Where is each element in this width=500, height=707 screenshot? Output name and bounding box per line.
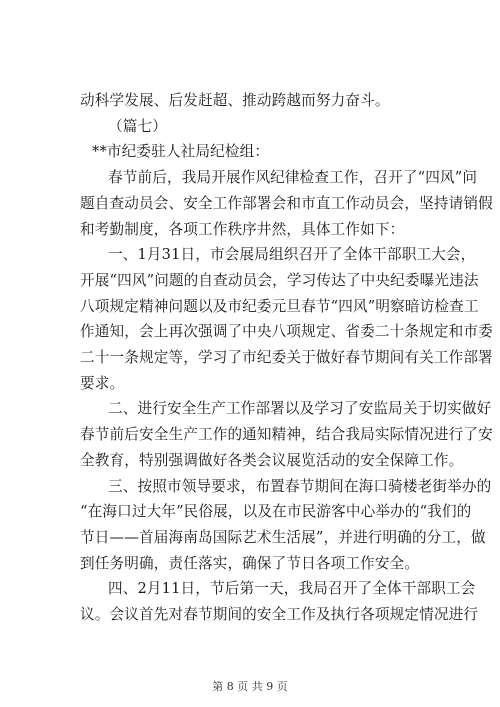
paragraph-line: 八项规定精神问题以及市纪委元旦春节“四风”明察暗访检查工: [80, 298, 479, 315]
page-footer: 第 8 页 共 9 页: [212, 680, 288, 693]
paragraph-line: 全教育，特别强调做好各类会议展览活动的安全保障工作。: [80, 452, 464, 469]
section-heading: （篇七）: [108, 118, 167, 135]
paragraph-line: 春节前后，我局开展作风纪律检查工作，召开了“四风”问: [108, 169, 478, 186]
paragraph-line: 开展“四风”问题的自查动员会，学习传达了中央纪委曝光违法: [80, 272, 479, 289]
paragraph-line: 三、按照市领导要求，布置春节期间在海口骑楼老街举办的: [108, 478, 492, 495]
paragraph-line: “在海口过大年”民俗展，以及在市民游客中心举办的“我们的: [80, 503, 472, 520]
paragraph-line: 四、2月11日，节后第一天，我局召开了全体干部职工会: [108, 580, 476, 597]
paragraph-line: 一、1月31日，市会展局组织召开了全体干部职工大会，: [108, 246, 476, 263]
paragraph-line: 和考勤制度，各项工作秩序井然，具体工作如下：: [80, 221, 405, 238]
paragraph-line: 二十一条规定等，学习了市纪委关于做好春节期间有关工作部署: [80, 349, 493, 366]
paragraph-line: 动科学发展、后发赶超、推动跨越而努力奋斗。: [80, 92, 390, 109]
paragraph-line: 题自查动员会、安全工作部署会和市直工作动员会，坚持请销假: [80, 195, 493, 212]
paragraph-line: 作通知，会上再次强调了中央八项规定、省委二十条规定和市委: [80, 323, 493, 340]
paragraph-line: 节日——首届海南岛国际艺术生活展”，并进行明确的分工，做: [80, 529, 486, 546]
paragraph-line: 二、进行安全生产工作部署以及学习了安监局关于切实做好: [108, 400, 492, 417]
paragraph-line: 要求。: [80, 375, 125, 392]
addressee-line: **市纪委驻人社局纪检组：: [92, 143, 270, 160]
paragraph-line: 到任务明确，责任落实，确保了节日各项工作安全。: [80, 555, 420, 572]
paragraph-line: 春节前后安全生产工作的通知精神，结合我局实际情况进行了安: [80, 426, 493, 443]
paragraph-line: 议。会议首先对春节期间的安全工作及执行各项规定情况进行: [80, 606, 479, 623]
